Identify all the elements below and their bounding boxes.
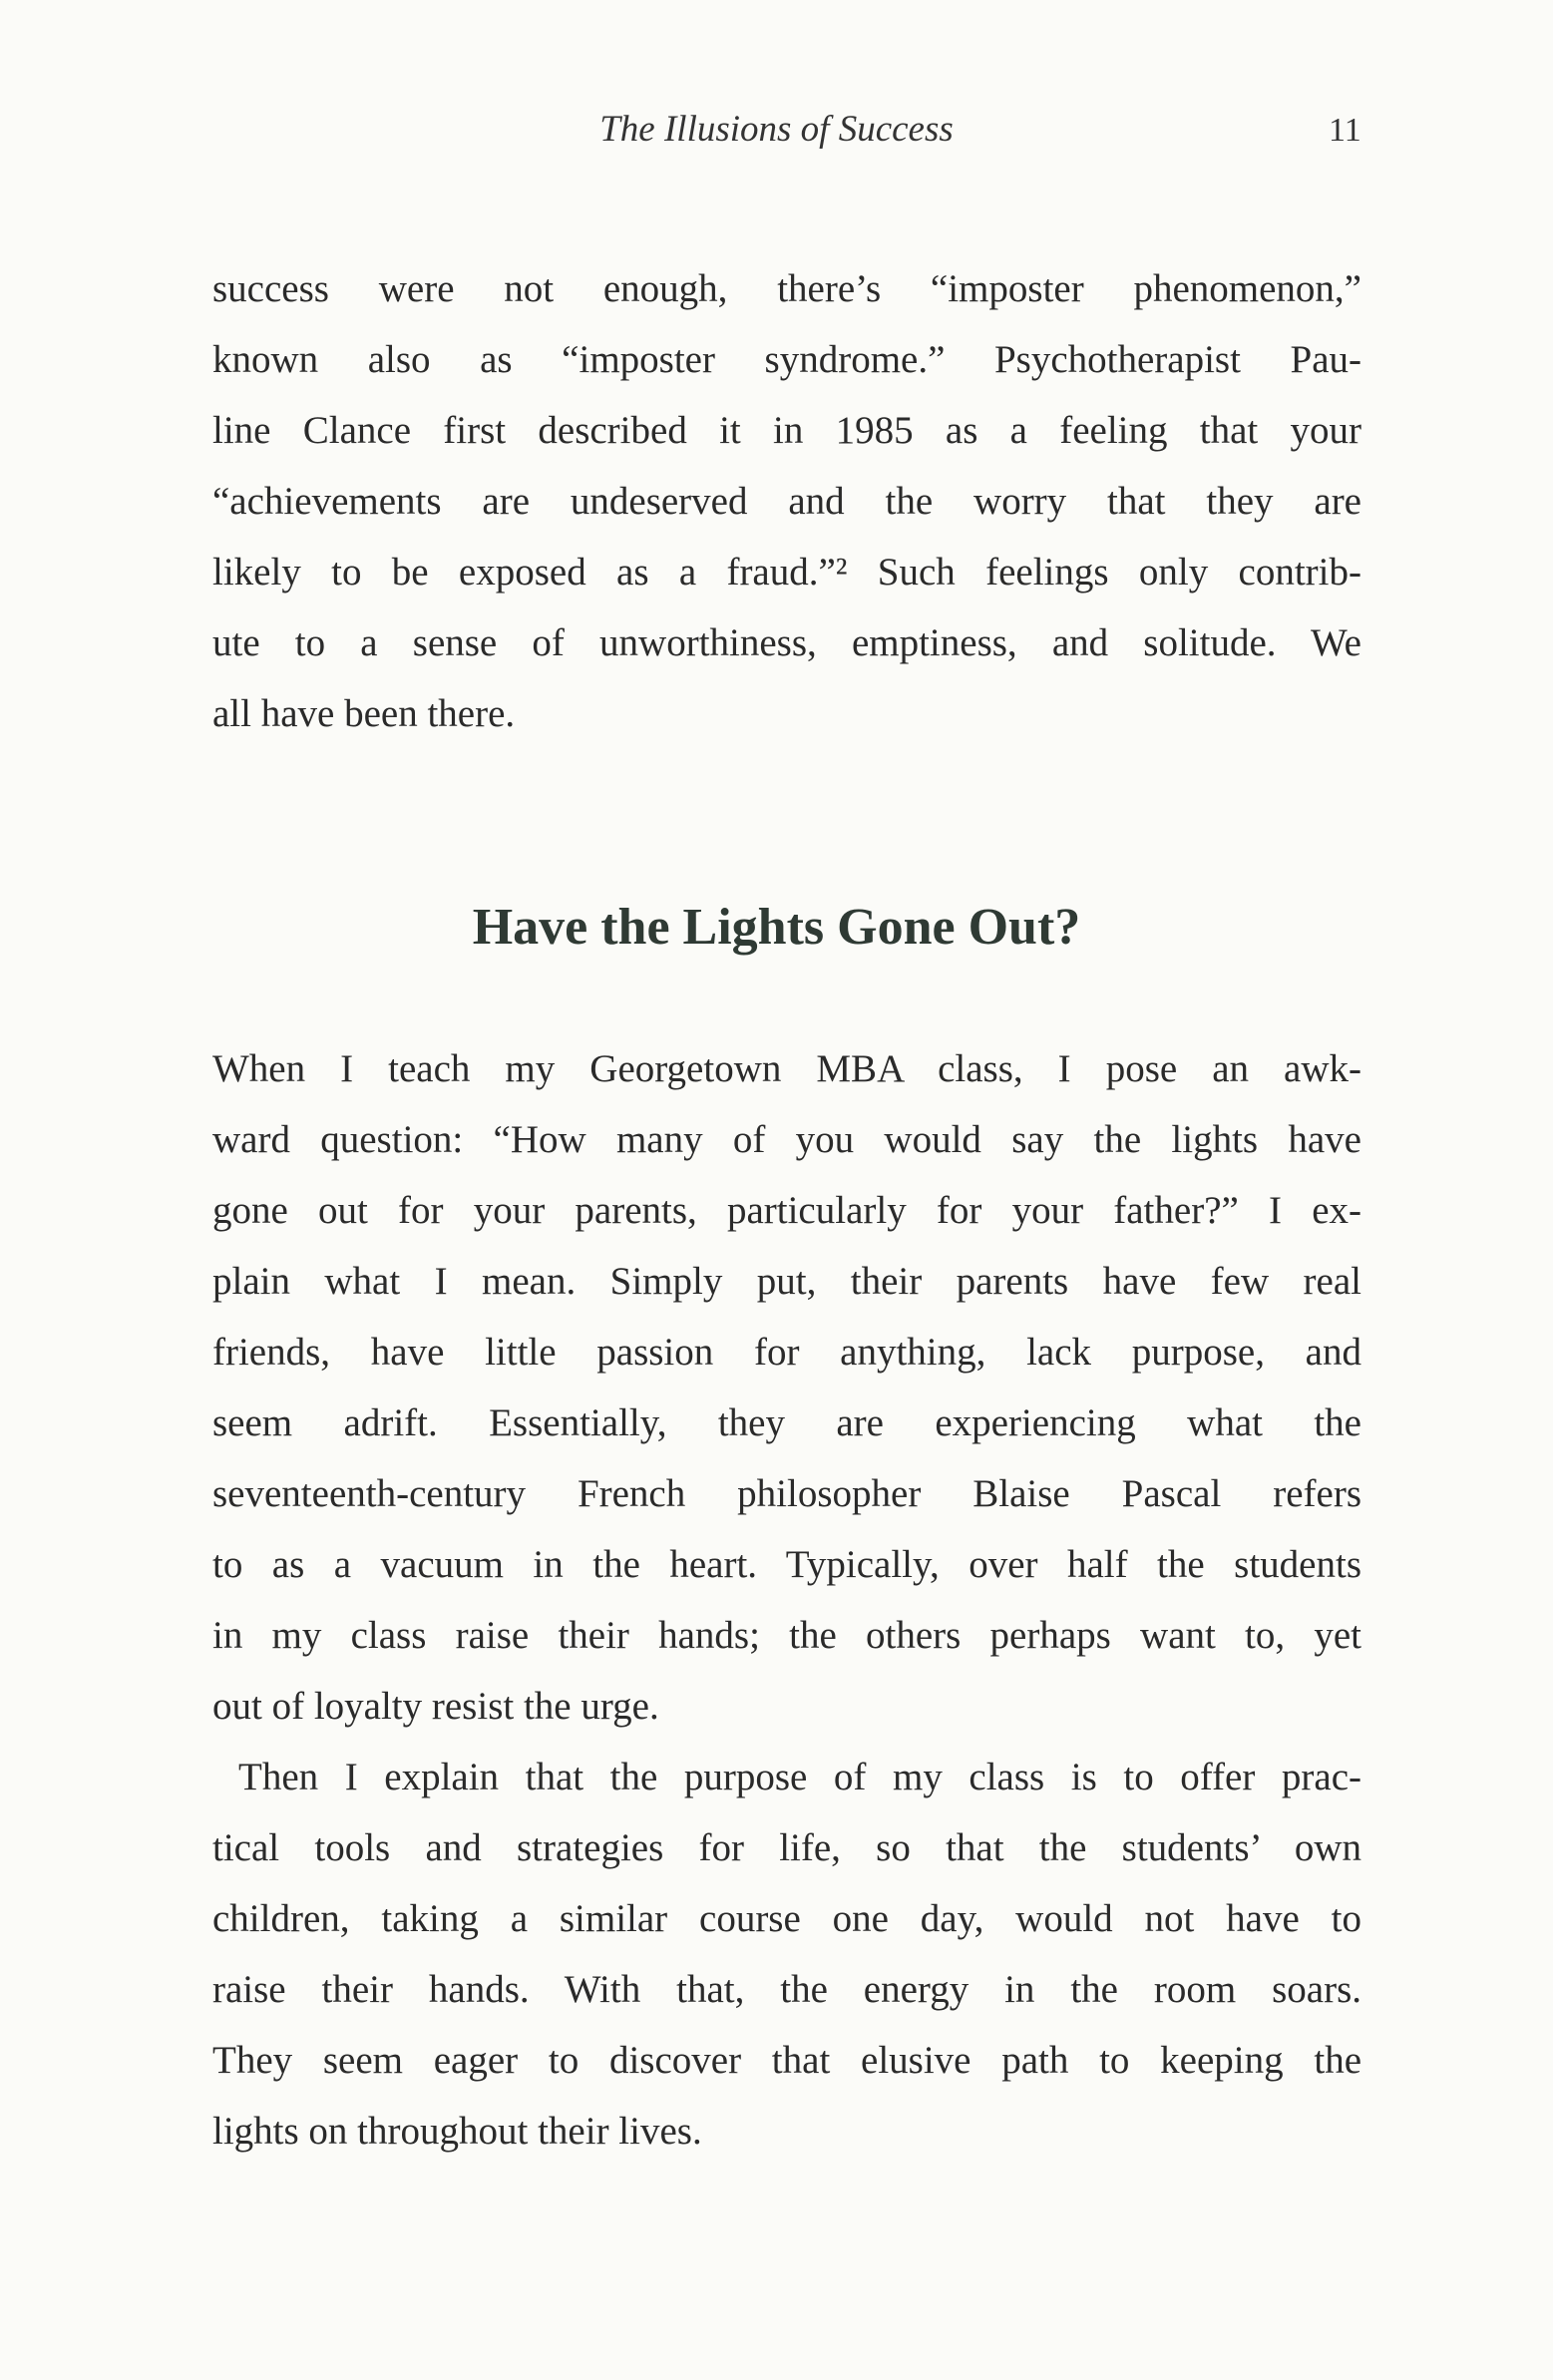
text-line: raise their hands. With that, the energy in the room soars. [212, 1968, 1361, 2011]
page-number: 11 [1329, 112, 1361, 149]
text-line: When I teach my Georgetown MBA class, I pose an awk- [212, 1047, 1361, 1090]
text-line: out of loyalty resist the urge. [212, 1685, 659, 1728]
text-line: to as a vacuum in the heart. Typically, over half the students [212, 1543, 1361, 1586]
text-line: lights on throughout their lives. [212, 2110, 702, 2153]
text-line: known also as “imposter syndrome.” Psychotherapist Pau- [212, 338, 1361, 381]
paragraph-1 [212, 253, 1361, 749]
text-line: They seem eager to discover that elusive path to keeping the [212, 2039, 1361, 2082]
text-line: “achievements are undeserved and the worry that they are [212, 480, 1361, 523]
text-line: friends, have little passion for anything, lack purpose, and [212, 1331, 1361, 1374]
section-heading: Have the Lights Gone Out? [472, 899, 1081, 956]
text-line: ute to a sense of unworthiness, emptiness, and solitude. We [212, 621, 1361, 664]
paragraph-3 [212, 1742, 1361, 2167]
text-line: tical tools and strategies for life, so that the students’ own [212, 1826, 1361, 1869]
text-line: gone out for your parents, particularly for your father?” I ex- [212, 1189, 1361, 1232]
text-line: seem adrift. Essentially, they are experiencing what the [212, 1401, 1361, 1444]
text-line: seventeenth-century French philosopher Blaise Pascal refers [212, 1472, 1361, 1515]
text-line: plain what I mean. Simply put, their parents have few real [212, 1260, 1361, 1303]
text-line: line Clance first described it in 1985 as a feeling that your [212, 409, 1361, 452]
text-line: children, taking a similar course one day, would not have to [212, 1897, 1361, 1940]
text-line: Then I explain that the purpose of my class is to offer prac- [238, 1756, 1361, 1798]
text-line: ward question: “How many of you would say the lights have [212, 1118, 1361, 1161]
text-line: likely to be exposed as a fraud.”² Such feelings only contrib- [212, 551, 1361, 594]
running-head: The Illusions of Success [599, 109, 954, 150]
text-line: all have been there. [212, 692, 516, 735]
paragraph-2 [212, 1033, 1361, 1742]
text-line: in my class raise their hands; the others perhaps want to, yet [212, 1614, 1361, 1657]
text-line: success were not enough, there’s “imposter phenomenon,” [212, 267, 1361, 310]
